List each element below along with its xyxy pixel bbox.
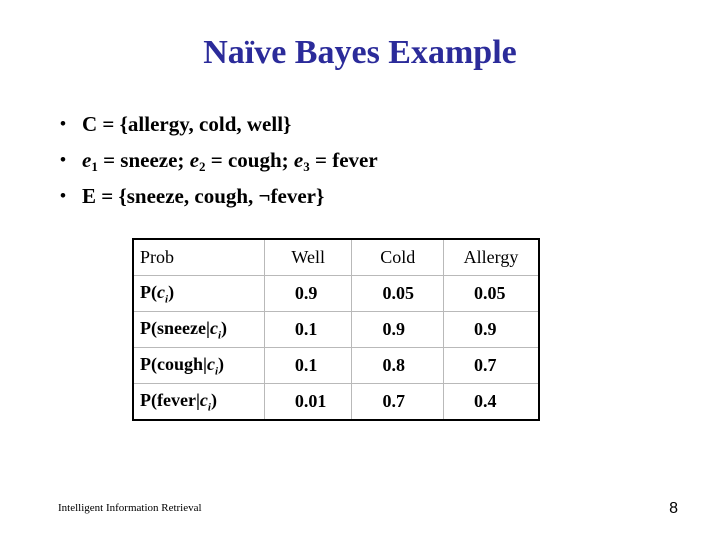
bullet-text: = fever [309, 148, 378, 172]
table-row [133, 348, 539, 384]
cell-well: 0.01 [264, 384, 352, 421]
row-label: $P(sneeze|c_i)$ [133, 312, 264, 348]
cell-allergy: 0.4 [443, 384, 539, 421]
probability-table [132, 238, 540, 421]
page-number: 8 [669, 500, 678, 517]
footer-text: Intelligent Information Retrieval [58, 502, 202, 514]
header-prob: Prob [133, 239, 264, 276]
evidence-subscript: 2 [199, 159, 206, 174]
row-label: $P(fever|c_i)$ [133, 384, 264, 421]
bullet-item-classes [60, 106, 378, 142]
bullet-text: = sneeze; [97, 148, 190, 172]
bullet-text: C = {allergy, cold, well} [82, 112, 292, 136]
slide-title: Naïve Bayes Example [203, 34, 517, 71]
header-cold: Cold [352, 239, 444, 276]
table-row [133, 384, 539, 421]
cell-cold: 0.9 [352, 312, 444, 348]
cell-well: 0.1 [264, 348, 352, 384]
bullet-icon: • [60, 150, 66, 169]
bullet-text: = cough; [205, 148, 294, 172]
cell-cold: 0.7 [352, 384, 444, 421]
bullet-text: E = {sneeze, cough, ¬fever} [82, 184, 325, 208]
evidence-subscript: 3 [303, 159, 310, 174]
table-header-row [133, 239, 539, 276]
cell-allergy: 0.9 [443, 312, 539, 348]
cell-allergy: 0.7 [443, 348, 539, 384]
cell-cold: 0.8 [352, 348, 444, 384]
bullet-icon: • [60, 186, 66, 205]
bullet-list [60, 106, 378, 214]
header-allergy: Allergy [443, 239, 539, 276]
cell-cold: 0.05 [352, 276, 444, 312]
bullet-item-evidence-set [60, 178, 378, 214]
evidence-subscript: 1 [91, 159, 98, 174]
evidence-var: e [189, 148, 200, 172]
cell-allergy: 0.05 [443, 276, 539, 312]
row-label: $P(c_i)$ [133, 276, 264, 312]
row-label: $P(cough|c_i)$ [133, 348, 264, 384]
cell-well: 0.1 [264, 312, 352, 348]
bullet-item-evidence-defs [60, 142, 378, 178]
bullet-icon: • [60, 114, 66, 133]
evidence-var: e [293, 148, 304, 172]
table-row [133, 276, 539, 312]
cell-well: 0.9 [264, 276, 352, 312]
header-well: Well [264, 239, 352, 276]
table-row [133, 312, 539, 348]
evidence-var: e [82, 148, 92, 172]
